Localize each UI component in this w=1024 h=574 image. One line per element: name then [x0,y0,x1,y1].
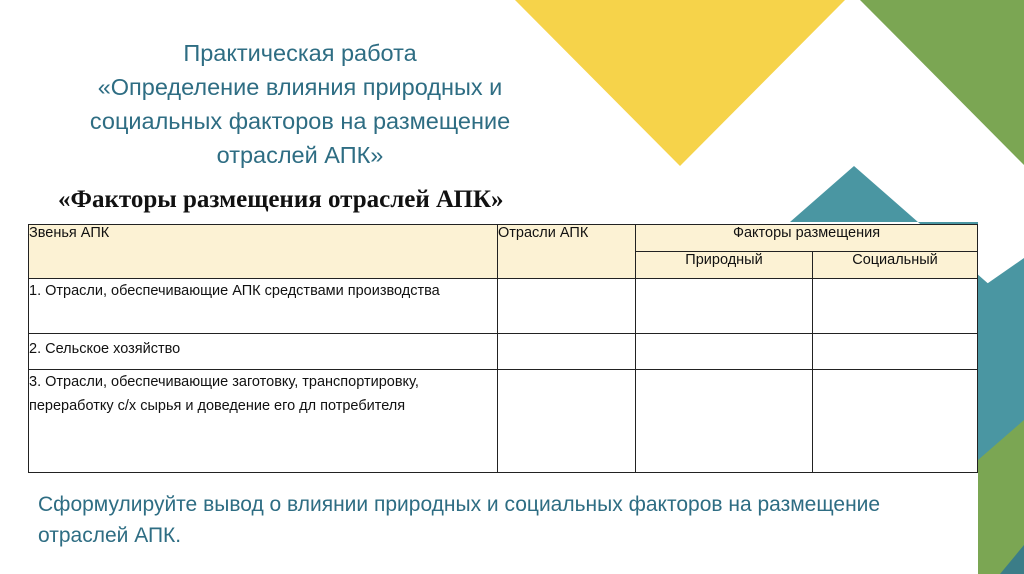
header-social: Социальный [813,252,978,279]
factors-table [28,224,978,473]
header-factors: Факторы размещения [636,225,978,252]
table-row [29,334,978,370]
row-branch-cell[interactable] [498,279,636,334]
row-branch-cell[interactable] [498,334,636,370]
row-natural-cell[interactable] [636,334,813,370]
row-social-cell[interactable] [813,279,978,334]
row-link-cell: 3. Отрасли, обеспечивающие заготовку, транспортировку, переработку с/х сырья и доведение его дл потребителя [29,370,498,473]
header-links: Звенья АПК [29,225,498,279]
row-natural-cell[interactable] [636,279,813,334]
row-natural-cell[interactable] [636,370,813,473]
table-row [29,279,978,334]
green-triangle [860,0,1024,165]
header-branches: Отрасли АПК [498,225,636,279]
table-row [29,370,978,473]
yellow-triangle [515,0,845,166]
row-social-cell[interactable] [813,334,978,370]
header-natural: Природный [636,252,813,279]
page-title: Практическая работа «Определение влияния природных и социальных факторов на размещение отраслей АПК» [89,40,511,168]
conclusion-text: Сформулируйте вывод о влиянии природных и социальных факторов на размещение отраслей АПК. [38,493,881,547]
table-title: «Факторы размещения отраслей АПК» [58,186,504,213]
row-link-cell: 2. Сельское хозяйство [29,334,498,370]
row-branch-cell[interactable] [498,370,636,473]
row-social-cell[interactable] [813,370,978,473]
row-link-cell: 1. Отрасли, обеспечивающие АПК средствами производства [29,279,498,334]
